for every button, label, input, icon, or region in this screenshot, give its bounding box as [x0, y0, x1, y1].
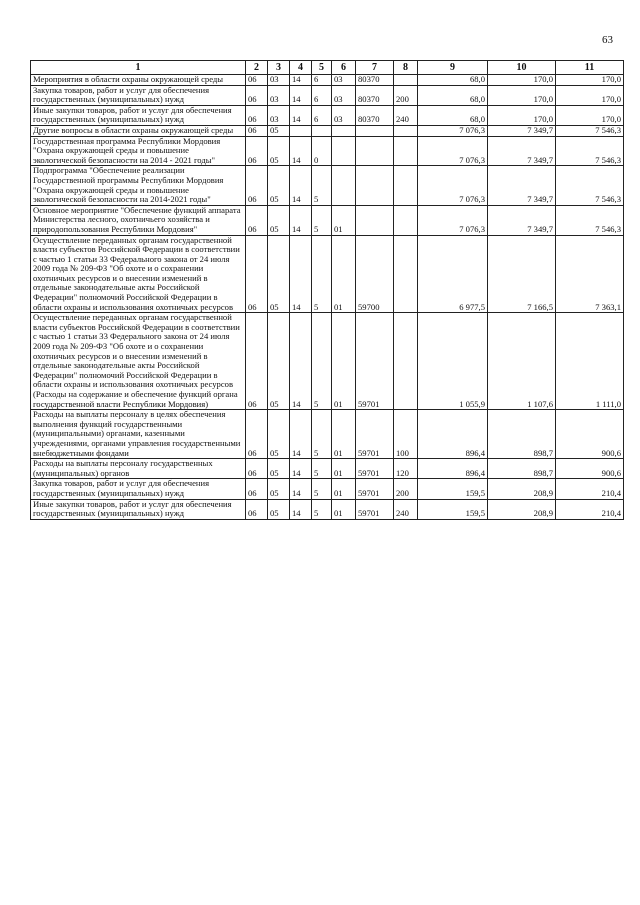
amount-cell: 210,4	[556, 499, 624, 519]
amount-cell: 898,7	[488, 410, 556, 459]
amount-cell: 7 546,3	[556, 166, 624, 205]
code-cell: 01	[332, 479, 356, 499]
row-name: Осуществление переданных органам государственной власти субъектов Российской Федерации в соответствии с частью 1 статьи 33 Федерального закона от 24 июля 2009 года № 209-ФЗ "Об охоте и о сохранении охотничьих ресурсов и о внесении изменений в отдельные законодательные акты Российской Федерации" полномочий Российской Федерации в области охраны и использования охотничьих ресурсов	[31, 235, 246, 313]
amount-cell: 896,4	[418, 459, 488, 479]
code-cell: 06	[246, 313, 268, 410]
code-cell: 06	[246, 499, 268, 519]
amount-cell: 170,0	[488, 85, 556, 105]
table-row	[31, 313, 624, 410]
code-cell: 14	[290, 166, 312, 205]
code-cell: 05	[268, 313, 290, 410]
code-cell	[394, 313, 418, 410]
code-cell: 06	[246, 459, 268, 479]
code-cell: 05	[268, 479, 290, 499]
code-cell: 01	[332, 205, 356, 235]
code-cell: 06	[246, 410, 268, 459]
amount-cell: 7 076,3	[418, 136, 488, 166]
table-row	[31, 136, 624, 166]
amount-cell: 7 546,3	[556, 205, 624, 235]
code-cell: 5	[312, 166, 332, 205]
table-row	[31, 125, 624, 136]
table-row	[31, 410, 624, 459]
amount-cell: 896,4	[418, 410, 488, 459]
row-name: Расходы на выплаты персоналу в целях обеспечения выполнения функций государственными (муниципальными) органами, казенными учреждениями, органами управления государственными внебюджетными фондами	[31, 410, 246, 459]
table-row	[31, 479, 624, 499]
table-row	[31, 105, 624, 125]
code-cell	[394, 136, 418, 166]
amount-cell: 7 349,7	[488, 205, 556, 235]
code-cell: 06	[246, 105, 268, 125]
row-name: Расходы на выплаты персоналу государственных (муниципальных) органов	[31, 459, 246, 479]
amount-cell: 7 349,7	[488, 125, 556, 136]
amount-cell: 7 349,7	[488, 166, 556, 205]
header-row	[31, 61, 624, 75]
code-cell: 14	[290, 75, 312, 86]
amount-cell: 210,4	[556, 479, 624, 499]
code-cell: 05	[268, 459, 290, 479]
code-cell: 06	[246, 235, 268, 313]
code-cell	[332, 166, 356, 205]
code-cell: 14	[290, 410, 312, 459]
code-cell: 06	[246, 205, 268, 235]
column-header: 8	[394, 61, 418, 75]
table-row	[31, 205, 624, 235]
row-name: Осуществление переданных органам государственной власти субъектов Российской Федерации в соответствии с частью 1 статьи 33 Федерального закона от 24 июля 2009 года № 209-ФЗ "Об охоте и о сохранении охотничьих ресурсов и о внесении изменений в отдельные законодательные акты Российской Федерации" полномочий Российской Федерации в области охраны и использования охотничьих ресурсов (Расходы на содержание и обеспечение функций органа государственной власти Республики Мордовия)	[31, 313, 246, 410]
code-cell: 05	[268, 166, 290, 205]
code-cell: 59701	[356, 410, 394, 459]
row-name: Основное мероприятие "Обеспечение функций аппарата Министерства лесного, охотничьего хозяйства и природопользования Республики Мордовия"	[31, 205, 246, 235]
code-cell	[394, 205, 418, 235]
amount-cell: 159,5	[418, 479, 488, 499]
row-name: Другие вопросы в области охраны окружающей среды	[31, 125, 246, 136]
code-cell: 03	[268, 85, 290, 105]
code-cell: 05	[268, 499, 290, 519]
code-cell: 14	[290, 136, 312, 166]
code-cell: 05	[268, 205, 290, 235]
column-header: 9	[418, 61, 488, 75]
code-cell	[356, 166, 394, 205]
code-cell: 06	[246, 75, 268, 86]
code-cell: 5	[312, 235, 332, 313]
column-header: 6	[332, 61, 356, 75]
amount-cell: 7 349,7	[488, 136, 556, 166]
page-number: 63	[602, 34, 613, 46]
amount-cell: 208,9	[488, 499, 556, 519]
amount-cell: 7 363,1	[556, 235, 624, 313]
table-row	[31, 75, 624, 86]
amount-cell: 170,0	[488, 75, 556, 86]
amount-cell: 170,0	[488, 105, 556, 125]
code-cell	[394, 235, 418, 313]
code-cell: 240	[394, 105, 418, 125]
column-header: 3	[268, 61, 290, 75]
code-cell: 80370	[356, 85, 394, 105]
amount-cell: 159,5	[418, 499, 488, 519]
amount-cell: 6 977,5	[418, 235, 488, 313]
code-cell	[356, 136, 394, 166]
code-cell	[290, 125, 312, 136]
amount-cell: 170,0	[556, 85, 624, 105]
code-cell: 14	[290, 105, 312, 125]
code-cell: 5	[312, 499, 332, 519]
code-cell: 05	[268, 410, 290, 459]
code-cell: 05	[268, 136, 290, 166]
amount-cell: 7 076,3	[418, 125, 488, 136]
code-cell	[394, 166, 418, 205]
code-cell: 14	[290, 235, 312, 313]
amount-cell: 170,0	[556, 75, 624, 86]
code-cell: 200	[394, 85, 418, 105]
amount-cell: 68,0	[418, 105, 488, 125]
code-cell: 06	[246, 136, 268, 166]
table-row	[31, 85, 624, 105]
amount-cell: 1 055,9	[418, 313, 488, 410]
code-cell: 01	[332, 459, 356, 479]
amount-cell: 7 076,3	[418, 166, 488, 205]
code-cell: 100	[394, 410, 418, 459]
amount-cell: 1 107,6	[488, 313, 556, 410]
amount-cell: 7 076,3	[418, 205, 488, 235]
row-name: Подпрограмма "Обеспечение реализации Государственной программы Республики Мордовия "Охрана окружающей среды и повышение экологической безопасности на 2014-2021 годы"	[31, 166, 246, 205]
code-cell: 59701	[356, 313, 394, 410]
code-cell	[394, 75, 418, 86]
amount-cell: 7 546,3	[556, 136, 624, 166]
code-cell: 03	[268, 75, 290, 86]
code-cell: 05	[268, 235, 290, 313]
code-cell: 6	[312, 85, 332, 105]
row-name: Иные закупки товаров, работ и услуг для обеспечения государственных (муниципальных) нужд	[31, 105, 246, 125]
row-name: Государственная программа Республики Мордовия "Охрана окружающей среды и повышение экологической безопасности на 2014 - 2021 годы"	[31, 136, 246, 166]
code-cell: 59700	[356, 235, 394, 313]
table-row	[31, 499, 624, 519]
code-cell: 59701	[356, 459, 394, 479]
code-cell: 06	[246, 166, 268, 205]
code-cell: 59701	[356, 479, 394, 499]
amount-cell: 7 546,3	[556, 125, 624, 136]
code-cell: 5	[312, 459, 332, 479]
column-header: 7	[356, 61, 394, 75]
code-cell: 0	[312, 136, 332, 166]
code-cell	[332, 136, 356, 166]
amount-cell: 68,0	[418, 75, 488, 86]
code-cell	[356, 125, 394, 136]
code-cell: 06	[246, 85, 268, 105]
code-cell: 14	[290, 459, 312, 479]
budget-table	[30, 60, 624, 520]
table-row	[31, 235, 624, 313]
row-name: Мероприятия в области охраны окружающей среды	[31, 75, 246, 86]
code-cell: 14	[290, 499, 312, 519]
amount-cell: 208,9	[488, 479, 556, 499]
code-cell: 200	[394, 479, 418, 499]
code-cell	[394, 125, 418, 136]
table-row	[31, 166, 624, 205]
column-header: 11	[556, 61, 624, 75]
code-cell: 80370	[356, 105, 394, 125]
code-cell: 03	[268, 105, 290, 125]
code-cell: 03	[332, 105, 356, 125]
amount-cell: 898,7	[488, 459, 556, 479]
code-cell: 14	[290, 479, 312, 499]
table-row	[31, 459, 624, 479]
code-cell	[312, 125, 332, 136]
code-cell: 01	[332, 313, 356, 410]
column-header: 5	[312, 61, 332, 75]
code-cell: 6	[312, 105, 332, 125]
amount-cell: 68,0	[418, 85, 488, 105]
code-cell: 06	[246, 479, 268, 499]
code-cell: 80370	[356, 75, 394, 86]
code-cell: 5	[312, 410, 332, 459]
column-header: 2	[246, 61, 268, 75]
code-cell: 5	[312, 479, 332, 499]
code-cell: 01	[332, 410, 356, 459]
row-name: Иные закупки товаров, работ и услуг для обеспечения государственных (муниципальных) нужд	[31, 499, 246, 519]
code-cell: 05	[268, 125, 290, 136]
amount-cell: 900,6	[556, 410, 624, 459]
code-cell: 01	[332, 235, 356, 313]
amount-cell: 7 166,5	[488, 235, 556, 313]
code-cell	[356, 205, 394, 235]
code-cell: 14	[290, 313, 312, 410]
amount-cell: 900,6	[556, 459, 624, 479]
amount-cell: 1 111,0	[556, 313, 624, 410]
amount-cell: 170,0	[556, 105, 624, 125]
code-cell: 01	[332, 499, 356, 519]
code-cell	[332, 125, 356, 136]
row-name: Закупка товаров, работ и услуг для обеспечения государственных (муниципальных) нужд	[31, 85, 246, 105]
code-cell: 03	[332, 85, 356, 105]
code-cell: 06	[246, 125, 268, 136]
column-header: 1	[31, 61, 246, 75]
code-cell: 5	[312, 313, 332, 410]
code-cell: 14	[290, 85, 312, 105]
code-cell: 6	[312, 75, 332, 86]
code-cell: 59701	[356, 499, 394, 519]
row-name: Закупка товаров, работ и услуг для обеспечения государственных (муниципальных) нужд	[31, 479, 246, 499]
code-cell: 03	[332, 75, 356, 86]
code-cell: 240	[394, 499, 418, 519]
column-header: 10	[488, 61, 556, 75]
code-cell: 14	[290, 205, 312, 235]
column-header: 4	[290, 61, 312, 75]
code-cell: 120	[394, 459, 418, 479]
code-cell: 5	[312, 205, 332, 235]
